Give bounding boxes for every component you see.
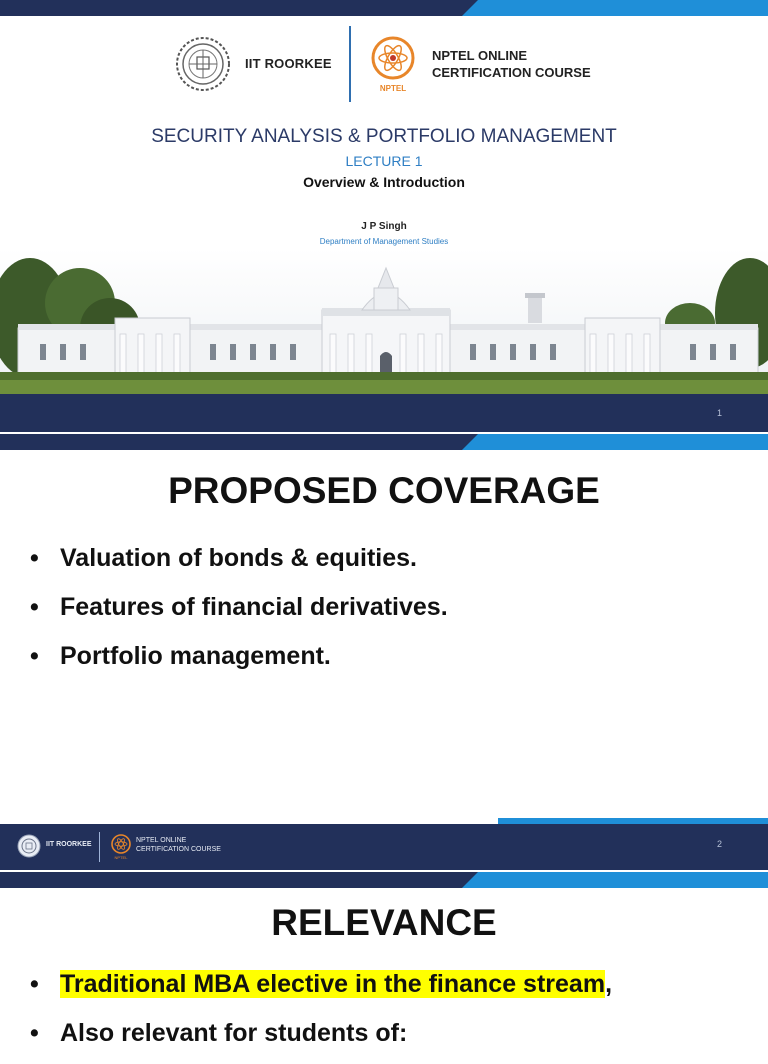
slide-number: 2 — [716, 839, 722, 849]
main-building-image — [0, 248, 768, 394]
bullet-list — [30, 540, 448, 687]
logo-divider — [349, 26, 351, 102]
slide-2 — [0, 434, 768, 870]
slide-number: 1 — [716, 408, 722, 418]
footer-nptel-tag: NPTEL — [114, 855, 128, 860]
list-item: • Also relevant for students of: — [30, 1015, 612, 1064]
iit-roorkee-seal-icon — [17, 834, 41, 858]
course-title: SECURITY ANALYSIS & PORTFOLIO MANAGEMENT — [151, 126, 617, 147]
lecture-number: LECTURE 1 — [345, 153, 423, 169]
highlighted-text: Traditional MBA elective in the finance stream — [60, 970, 606, 998]
iit-roorkee-name: IIT ROORKEE — [245, 56, 332, 71]
slide-1 — [0, 0, 768, 432]
nptel-logo-icon — [368, 34, 418, 94]
iit-roorkee-seal-icon — [175, 36, 231, 92]
slide-footer — [0, 824, 768, 870]
footer-nptel-line2: CERTIFICATION COURSE — [136, 846, 221, 853]
slide-3 — [0, 872, 768, 1047]
bullet-tail: , — [605, 970, 613, 998]
footer-nptel-line1: NPTEL ONLINE — [136, 837, 187, 844]
list-item: • Features of financial derivatives. — [30, 589, 448, 638]
nptel-name-line2: CERTIFICATION COURSE — [432, 65, 591, 80]
slide-title: PROPOSED COVERAGE — [168, 470, 600, 511]
top-stripe — [0, 872, 768, 888]
logo-row — [0, 26, 768, 106]
footer-divider — [99, 832, 100, 862]
list-item: • Portfolio management. — [30, 638, 448, 687]
list-item: • Valuation of bonds & equities. — [30, 540, 448, 589]
slide-footer-band — [0, 394, 768, 432]
nptel-name-line1: NPTEL ONLINE — [432, 48, 528, 63]
lecture-subtitle: Overview & Introduction — [303, 174, 465, 190]
footer-iit-name: IIT ROORKEE — [46, 841, 92, 848]
author-name: J P Singh — [361, 221, 407, 232]
department-name: Department of Management Studies — [319, 237, 449, 246]
list-item — [30, 966, 612, 1015]
slide-title: RELEVANCE — [271, 902, 497, 943]
top-stripe — [0, 0, 768, 16]
nptel-logo-icon — [110, 833, 132, 861]
nptel-tag: NPTEL — [379, 84, 407, 93]
bullet-list — [30, 966, 612, 1064]
top-stripe — [0, 434, 768, 450]
